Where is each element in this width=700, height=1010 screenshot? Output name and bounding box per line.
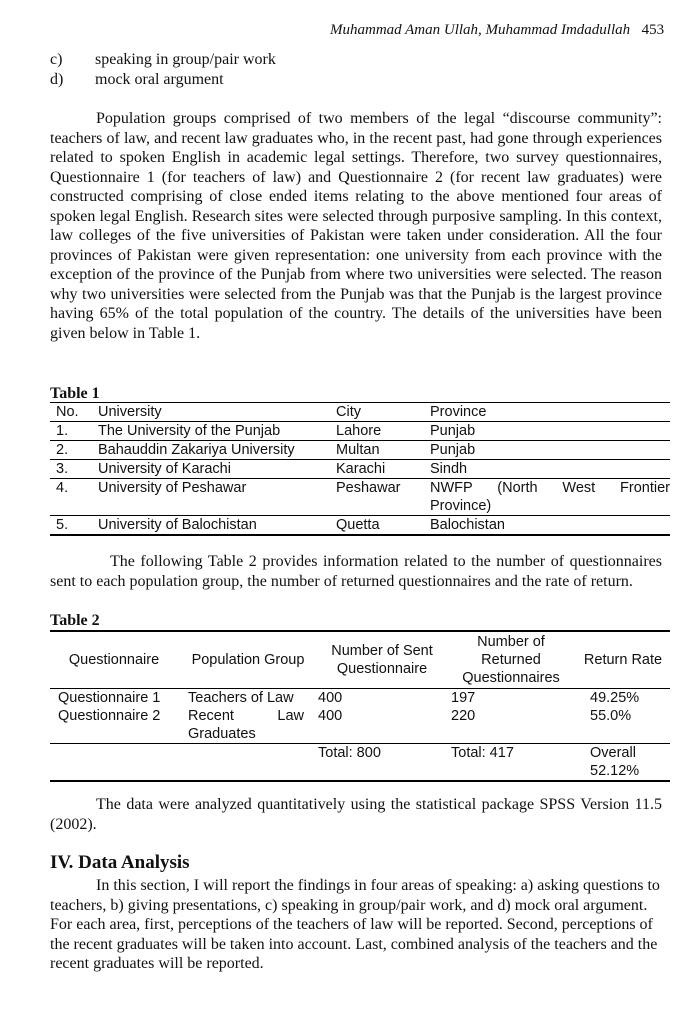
page-number: 453 [641, 22, 665, 38]
header-authors: Muhammad Aman Ullah, Muhammad Imdadullah [330, 22, 631, 38]
intro-paragraph: Population groups comprised of two members of the legal “discourse community”: teachers of law, and recent law graduates who, in the recent past, had gone through experiences related to spoken English in academic legal settings. Therefore, two survey questionnaires, Questionnaire 1 (for teachers of law) and Questionnaire 2 (for recent law graduates) were constructed comprising of close ended items relating to the above mentioned four areas of spoken legal English. Research sites were selected through purposive sampling. In this context, law colleges of the five universities of Pakistan were taken under consideration. All the four provinces of Pakistan were given representation: one university from each province with the exception of the province of the Punjab from where two universities were selected. The reason why two universities were selected from the Punjab was that the Punjab is the largest province having 65% of the total population of the country. The details of the universities have been given below in Table 1. [50, 110, 662, 342]
list-item-text: speaking in group/pair work [95, 51, 276, 68]
list-item [50, 51, 276, 69]
table-row [50, 479, 670, 516]
total-sent: Total: 800 [318, 745, 381, 761]
cell-province: Balochistan [430, 517, 505, 533]
empty-cell [50, 744, 178, 782]
cell-province: Punjab [430, 442, 476, 458]
cell-no: 5. [56, 517, 69, 533]
list-item-label: d) [50, 71, 64, 88]
cell-city: Multan [336, 442, 380, 458]
table-header-row [50, 631, 670, 689]
header-city: City [336, 404, 361, 420]
header-no: No. [56, 404, 79, 420]
cell-returned: 220 [451, 708, 476, 724]
table-row [50, 422, 670, 441]
table-totals-row [50, 744, 670, 782]
cell-province: Sindh [430, 461, 468, 477]
header-questionnaire: Questionnaire [68, 652, 160, 668]
list-item-text: mock oral argument [95, 71, 224, 88]
list-item [50, 71, 224, 89]
cell-questionnaire: Questionnaire 1 [58, 690, 161, 706]
cell-no: 3. [56, 461, 69, 477]
header-returned: Number of Returned Questionnaires [462, 634, 560, 686]
header-return-rate: Return Rate [583, 652, 663, 668]
header-province: Province [430, 404, 487, 420]
cell-no: 1. [56, 423, 69, 439]
cell-no: 2. [56, 442, 69, 458]
cell-city: Karachi [336, 461, 386, 477]
cell-city: Peshawar [336, 480, 401, 496]
table1-caption: Table 1 [50, 385, 100, 402]
header-sent: Number of Sent Questionnaire [331, 643, 433, 677]
table-row [50, 689, 670, 708]
table-row [50, 516, 670, 536]
cell-province: NWFP (North West Frontier Province) [430, 480, 670, 514]
cell-questionnaire: Questionnaire 2 [58, 708, 161, 724]
table2-intro-paragraph: The following Table 2 provides information related to the number of questionnaires sent to each population group, the number of returned questionnaires and the rate of return. [50, 553, 662, 590]
running-header [330, 22, 665, 39]
list-item-label: c) [50, 51, 63, 68]
empty-cell [178, 744, 318, 782]
cell-university: The University of the Punjab [98, 423, 281, 439]
section-heading: IV. Data Analysis [50, 852, 190, 873]
table-row [50, 707, 670, 744]
table-row [50, 460, 670, 479]
cell-returned: 197 [451, 690, 476, 706]
cell-no: 4. [56, 480, 69, 496]
questionnaire-return-table [50, 630, 670, 782]
cell-return-rate: 55.0% [590, 708, 632, 724]
cell-university: University of Karachi [98, 461, 231, 477]
total-returned: Total: 417 [451, 745, 514, 761]
cell-sent: 400 [318, 690, 343, 706]
cell-sent: 400 [318, 708, 343, 724]
analysis-method-paragraph: The data were analyzed quantitatively using the statistical package SPSS Version 11.5 (2002). [50, 796, 662, 833]
table-row [50, 441, 670, 460]
cell-university: University of Balochistan [98, 517, 257, 533]
data-analysis-paragraph: In this section, I will report the findings in four areas of speaking: a) asking questions to teachers, b) giving presentations, c) speaking in group/pair work, and d) mock oral argument. For each area, first, perceptions of the teachers of law will be reported. Second, perceptions of the recent graduates will be taken into account. Last, combined analysis of the teachers and the recent graduates will be reported. [50, 877, 660, 972]
cell-city: Lahore [336, 423, 382, 439]
header-population-group: Population Group [191, 652, 305, 668]
cell-city: Quetta [336, 517, 380, 533]
cell-population-group: Teachers of Law [188, 690, 294, 706]
overall-return-rate: Overall 52.12% [590, 745, 640, 779]
table-header-row [50, 403, 670, 422]
cell-university: University of Peshawar [98, 480, 247, 496]
table2-caption: Table 2 [50, 612, 100, 629]
cell-population-group: Recent Law Graduates [188, 708, 304, 742]
header-university: University [98, 404, 162, 420]
cell-return-rate: 49.25% [590, 690, 640, 706]
cell-province: Punjab [430, 423, 476, 439]
universities-table [50, 402, 670, 536]
cell-university: Bahauddin Zakariya University [98, 442, 295, 458]
